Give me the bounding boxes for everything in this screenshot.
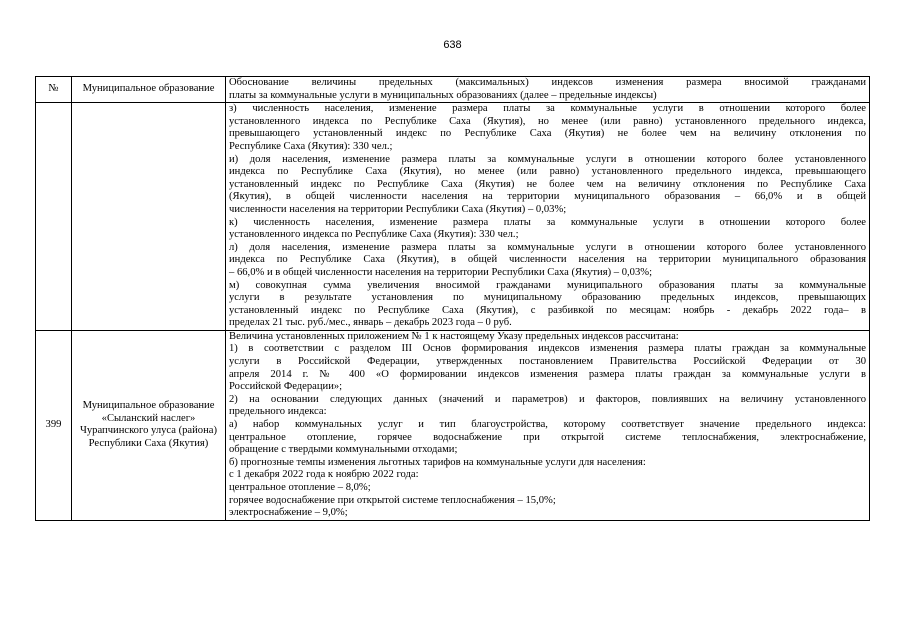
justification-line: установленного индекса по Республике Саха (Якутия), но менее (или равно) установленного предельного индекса, (229, 115, 866, 127)
justification-line: б) прогнозные темпы изменения льготных тарифов на коммунальные услуги для населения: (229, 456, 646, 468)
justification-line: электроснабжение – 9,0%; (229, 507, 348, 519)
justification-line: л) доля населения, изменение размера платы за коммунальные услуги в отношении которого более установленного (229, 241, 866, 253)
justification-line: предельного индекса: (229, 406, 327, 418)
header-justification-line: Обоснование величины предельных (максимальных) индексов изменения размера вносимой гражданами (229, 77, 866, 88)
header-justification-line: платы за коммунальные услуги в муниципальных образованиях (далее – предельные индексы) (229, 89, 657, 101)
justification-line: Российской Федерации»; (229, 381, 343, 393)
row-justification (226, 103, 870, 331)
justification-line: установленного индекса по Республике Саха (Якутия): 330 чел.; (229, 229, 519, 241)
table-row (36, 330, 870, 520)
header-municipality: Муниципальное образование (72, 77, 226, 103)
justification-line: центральное отопление – 8,0%; (229, 482, 371, 493)
header-number: № (36, 77, 72, 103)
justification-line: горячее водоснабжение при открытой системе теплоснабжения – 15,0%; (229, 494, 556, 506)
row-municipality (72, 103, 226, 331)
justification-line: численности населения на территории Республики Саха (Якутия) – 0,03%; (229, 203, 567, 215)
justification-line: пределах 21 тыс. руб./мес., январь – декабрь 2023 года – 0 руб. (229, 317, 512, 329)
justification-line: 1) в соответствии с разделом III Основ формирования индексов изменения размера платы граждан за коммунальные (229, 343, 866, 355)
row-municipality: Муниципальное образование «Сыланский наслег» Чурапчинского улуса (района) Республики Саха (Якутия) (72, 330, 226, 520)
justification-line: превышающего установленный индекс по Республике Саха (Якутия) не более чем на величину отклонения по (229, 128, 866, 140)
justification-line: 2) на основании следующих данных (значений и параметров) и факторов, повлиявших на величину установленного (229, 393, 866, 405)
justification-line: к) численность населения, изменение размера платы за коммунальные услуги в отношении которого более (229, 216, 866, 228)
justification-line: апреля 2014 г. № 400 «О формировании индексов изменения размера платы граждан за коммунальные услуги в (229, 368, 866, 380)
page-number: 638 (443, 39, 462, 51)
justification-line: м) совокупная сумма увеличения вносимой гражданами муниципального образования платы за коммунальные (229, 279, 866, 291)
justification-line: – 66,0% и в общей численности населения на территории Республики Саха (Якутия) – 0,03%; (229, 266, 653, 278)
justification-line: з) численность населения, изменение размера платы за коммунальные услуги в отношении которого более (229, 103, 866, 115)
justification-line: центральное отопление, горячее водоснабжение при открытой системе теплоснабжения, электроснабжение, (229, 431, 866, 443)
justification-line: (Якутия), в общей численности населения на территории муниципального образования – 66,0% и в общей (229, 191, 866, 203)
justification-line: с 1 декабря 2022 года к ноябрю 2022 года: (229, 469, 419, 481)
justification-line: Величина установленных приложением № 1 к настоящему Указу предельных индексов рассчитана: (229, 330, 679, 342)
justification-line: услуги в результате установления по муниципальному образованию предельных индексов, превышающих (229, 292, 866, 304)
justification-line: и) доля населения, изменение размера платы за коммунальные услуги в отношении которого более установленного (229, 153, 866, 165)
justification-line: а) набор коммунальных услуг и тип благоустройства, которому соответствует значение предельного индекса: (229, 419, 866, 431)
row-number (36, 103, 72, 331)
justification-line: услуги в Российской Федерации, утвержденных постановлением Правительства Российской Федерации от 30 (229, 356, 866, 368)
justification-line: индекса по Республике Саха (Якутия), в общей численности населения на территории муниципального образования (229, 254, 866, 266)
justification-line: обращение с твердыми коммунальными отходами; (229, 444, 458, 456)
table-row (36, 103, 870, 331)
justification-line: установленный индекс по Республике Саха (Якутия), с разбивкой по месяцам: ноябрь - декабрь 2022 года– в (229, 304, 866, 316)
justification-line: Республике Саха (Якутия): 330 чел.; (229, 140, 393, 152)
row-number: 399 (36, 330, 72, 520)
justification-line: индекса по Республике Саха (Якутия), но менее (или равно) установленного предельного индекса, превышающего (229, 166, 866, 178)
header-justification (226, 77, 870, 103)
document-table (35, 76, 870, 521)
table-header-row (36, 77, 870, 103)
row-justification (226, 330, 870, 520)
justification-line: установленный индекс по Республике Саха (Якутия) не более чем на величину отклонения по Республике Саха (229, 178, 866, 190)
